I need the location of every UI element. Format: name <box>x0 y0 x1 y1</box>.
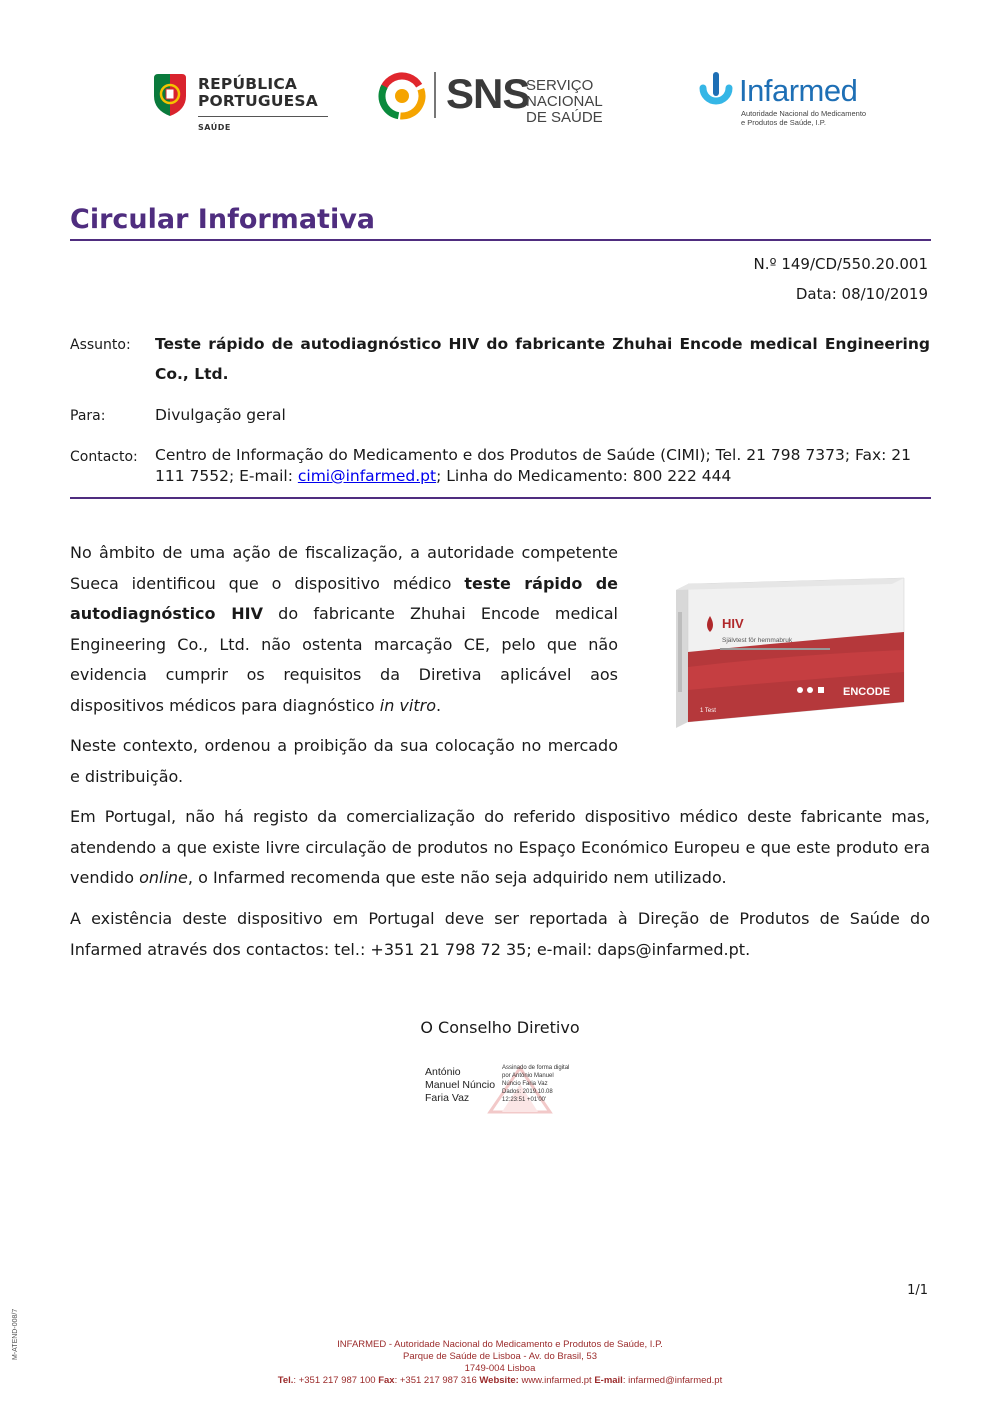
form-code: M-ATEND-008/7 <box>12 1308 19 1360</box>
to-label: Para: <box>70 408 106 424</box>
divider <box>434 72 436 118</box>
paragraph-1: No âmbito de uma ação de fiscalização, a autoridade competente Sueca identificou que o dispositivo médico teste rápido de autodiagnóstico HIV do fabricante Zhuhai Encode medical Engineering Co., Ltd. não ostenta marcação CE, pelo que não evidencia cumprir os requisitos da Diretiva aplicável aos dispositivos médicos para diagnóstico in vitro. <box>70 543 619 715</box>
to-text: Divulgação geral <box>155 406 286 424</box>
paragraph-4: A existência deste dispositivo em Portugal deve ser reportada à Direção de Produtos de Saúde do Infarmed através dos contactos: tel.: +351 21 798 72 35; e-mail: daps@infarmed.pt. <box>70 909 930 959</box>
document-date: Data: 08/10/2019 <box>795 285 928 303</box>
portugal-shield-icon <box>152 74 188 116</box>
product-box-image <box>668 572 916 730</box>
meta-divider <box>70 497 931 499</box>
footer-line-1: INFARMED - Autoridade Nacional do Medicamento e Produtos de Saúde, I.P. <box>337 1339 663 1350</box>
subject-text: Teste rápido de autodiagnóstico HIV do fabricante Zhuhai Encode medical Engineering Co., Ltd. <box>155 335 930 383</box>
title-divider <box>70 239 931 241</box>
document-title: Circular Informativa <box>70 204 376 235</box>
contact-email-link[interactable]: cimi@infarmed.pt <box>297 467 437 485</box>
sns-abbreviation: SNS <box>446 70 530 117</box>
page-number: 1/1 <box>907 1283 928 1298</box>
subject-label: Assunto: <box>70 337 131 353</box>
contact-text: Centro de Informação do Medicamento e dos Produtos de Saúde (CIMI); Tel. 21 798 7373; Fax: 21 111 7552; E-mail: cimi@infarmed.pt; Linha do Medicamento: 800 222 444 <box>155 446 912 485</box>
signer-name: António Manuel Núncio Faria Vaz <box>425 1066 496 1104</box>
republica-portuguesa-logo <box>150 72 335 134</box>
sns-circle-icon <box>378 72 426 120</box>
infarmed-subtitle: Autoridade Nacional do Medicamento e Produtos de Saúde, I.P. <box>741 109 867 127</box>
sns-fullname: SERVIÇO NACIONAL DE SAÚDE <box>526 77 603 126</box>
product-subtitle: Självtest för hemmabruk <box>722 637 793 644</box>
header-logos <box>150 68 870 138</box>
paragraph-2: Neste contexto, ordenou a proibição da sua colocação no mercado e distribuição. <box>70 736 618 786</box>
contact-label: Contacto: <box>70 449 138 465</box>
product-count: 1 Test <box>700 708 716 714</box>
signature-details: Assinado de forma digital por António Manuel Núncio Faria Vaz Dados: 2019.10.08 12:23:51 +01'00' <box>502 1065 570 1103</box>
infarmed-logo <box>695 70 870 136</box>
product-brand: ENCODE <box>843 686 891 698</box>
digital-signature <box>420 1062 590 1118</box>
divider <box>198 116 328 117</box>
sns-logo <box>378 70 648 126</box>
infarmed-drop-icon <box>695 70 737 116</box>
infarmed-name: Infarmed <box>739 73 858 108</box>
republica-subtitle: SAÚDE <box>198 123 231 132</box>
product-label: HIV <box>722 616 744 631</box>
council-signature-title: O Conselho Diretivo <box>420 1018 580 1037</box>
footer-line-3: 1749-004 Lisboa <box>464 1363 536 1374</box>
footer-line-2: Parque de Saúde de Lisboa - Av. do Brasil, 53 <box>402 1351 597 1362</box>
republica-title: REPÚBLICA PORTUGUESA <box>198 75 318 110</box>
paragraph-3: Em Portugal, não há registo da comercialização do referido dispositivo médico deste fabricante mas, atendendo a que existe livre circulação de produtos no Espaço Económico Europeu e que este produto era vendido online, o Infarmed recomenda que este não seja adquirido nem utilizado. <box>70 807 930 887</box>
footer-contacts: Tel.: +351 217 987 100 Fax: +351 217 987 316 Website: www.infarmed.pt E-mail: infarmed@infarmed.pt <box>277 1375 723 1386</box>
document-number: N.º 149/CD/550.20.001 <box>753 255 928 273</box>
footer <box>0 1339 1000 1387</box>
